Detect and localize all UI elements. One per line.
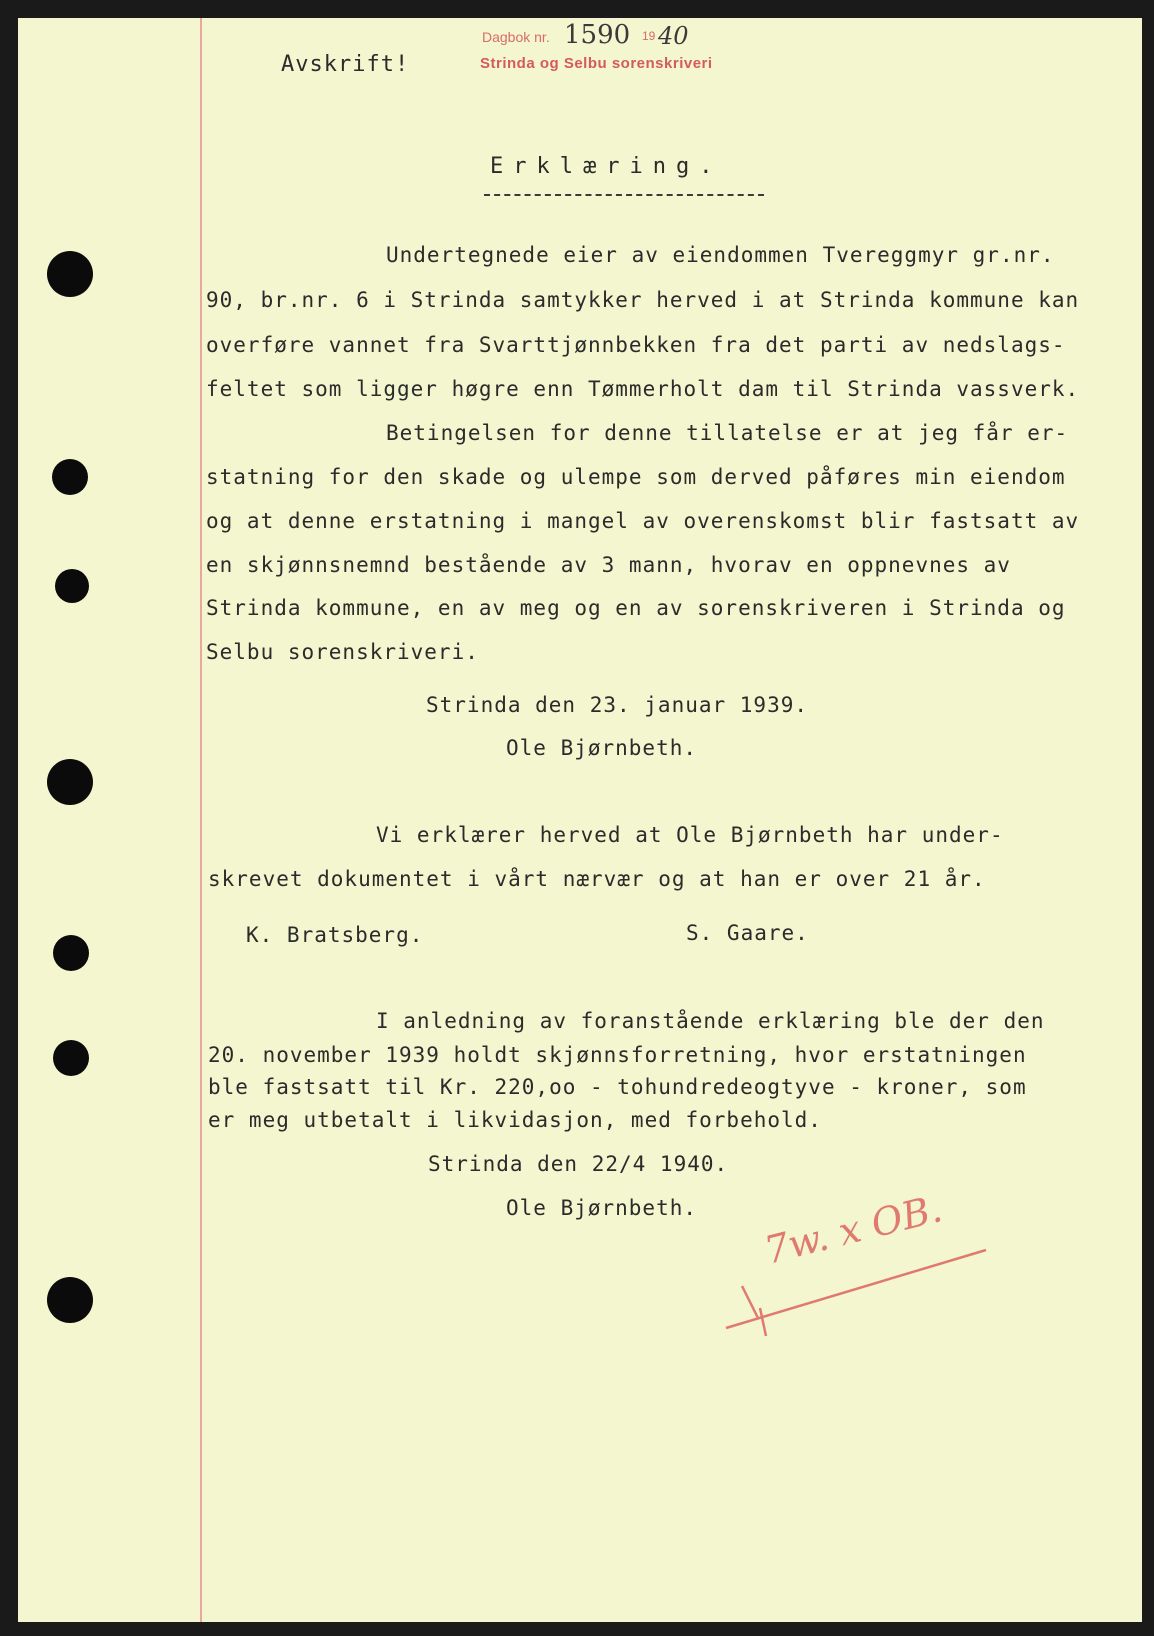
stamp-office: Strinda og Selbu sorenskriveri <box>480 55 713 72</box>
appraisal-signature: Ole Bjørnbeth. <box>506 1196 698 1220</box>
witness-line: Vi erklærer herved at Ole Bjørnbeth har under- <box>376 823 1004 847</box>
binder-hole <box>47 759 93 805</box>
document-page <box>18 18 1142 1622</box>
declaration-place-date: Strinda den 23. januar 1939. <box>426 693 809 717</box>
witness-signature-2: S. Gaare. <box>686 921 809 945</box>
declaration-line: feltet som ligger høgre enn Tømmerholt dam til Strinda vassverk. <box>206 377 1080 401</box>
declaration-signature: Ole Bjørnbeth. <box>506 736 698 760</box>
appraisal-line: I anledning av foranstående erklæring ble der den <box>376 1009 1045 1033</box>
annotation-underline <box>718 1208 998 1348</box>
binder-hole <box>53 1040 89 1076</box>
declaration-line: Betingelsen for denne tillatelse er at jeg får er- <box>386 421 1069 445</box>
declaration-line: statning for den skade og ulempe som derved påføres min eiendom <box>206 465 1066 489</box>
binder-hole <box>47 251 93 297</box>
stamp-year: 40 <box>658 22 689 50</box>
binder-hole <box>55 569 89 603</box>
declaration-line: overføre vannet fra Svarttjønnbekken fra det parti av nedslags- <box>206 333 1066 357</box>
witness-signature-1: K. Bratsberg. <box>246 923 424 947</box>
declaration-line: en skjønnsnemnd bestående av 3 mann, hvorav en oppnevnes av <box>206 553 1011 577</box>
appraisal-line: 20. november 1939 holdt skjønnsforretning, hvor erstatningen <box>208 1043 1027 1067</box>
stamp-number: 1590 <box>564 20 631 50</box>
witness-line: skrevet dokumentet i vårt nærvær og at han er over 21 år. <box>208 867 986 891</box>
binder-hole <box>52 459 88 495</box>
binder-hole <box>53 935 89 971</box>
stamp-year-prefix: 19 <box>642 29 656 43</box>
appraisal-line: ble fastsatt til Kr. 220,oo - tohundredeogtyve - kroner, som <box>208 1075 1027 1099</box>
declaration-line: Strinda kommune, en av meg og en av sorenskriveren i Strinda og <box>206 596 1066 620</box>
document-title: Erklæring. <box>490 154 723 179</box>
stamp-label: Dagbok nr. <box>482 29 550 45</box>
title-underline <box>484 194 764 196</box>
declaration-line: 90, br.nr. 6 i Strinda samtykker herved i at Strinda kommune kan <box>206 288 1080 312</box>
margin-line <box>200 18 202 1622</box>
copy-label: Avskrift! <box>281 52 410 77</box>
declaration-line: Selbu sorenskriveri. <box>206 640 479 664</box>
declaration-line: og at denne erstatning i mangel av overenskomst blir fastsatt av <box>206 509 1080 533</box>
declaration-line: Undertegnede eier av eiendommen Tvereggmyr gr.nr. <box>386 243 1055 267</box>
binder-hole <box>47 1277 93 1323</box>
handwritten-annotation: 7w. x OB. <box>760 1186 947 1273</box>
appraisal-place-date: Strinda den 22/4 1940. <box>428 1152 729 1176</box>
appraisal-line: er meg utbetalt i likvidasjon, med forbehold. <box>208 1108 822 1132</box>
